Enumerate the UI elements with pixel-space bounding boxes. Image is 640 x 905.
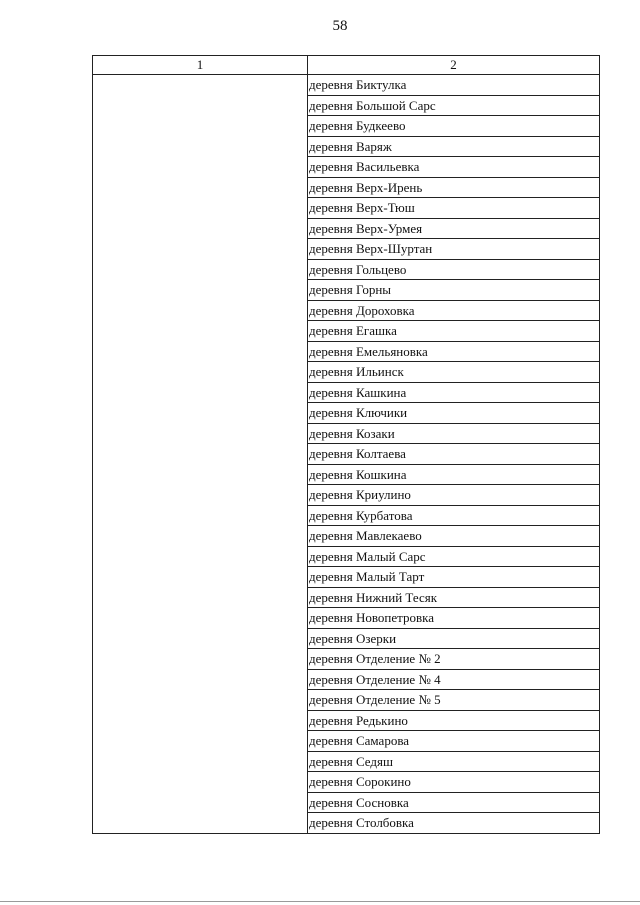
settlement-name-cell: деревня Нижний Тесяк [308,587,600,608]
settlement-name-cell: деревня Дороховка [308,300,600,321]
settlement-name-cell: деревня Отделение № 2 [308,649,600,670]
settlement-name-cell: деревня Верх-Урмея [308,218,600,239]
settlement-name-cell: деревня Отделение № 4 [308,669,600,690]
settlement-name-cell: деревня Козаки [308,423,600,444]
settlement-name-cell: деревня Васильевка [308,157,600,178]
settlement-name-cell: деревня Варяж [308,136,600,157]
settlement-name-cell: деревня Сорокино [308,772,600,793]
settlement-name-cell: деревня Столбовка [308,813,600,834]
settlement-name-cell: деревня Верх-Шуртан [308,239,600,260]
settlement-name-cell: деревня Большой Сарс [308,95,600,116]
table-row [93,75,600,96]
settlement-name-cell: деревня Малый Тарт [308,567,600,588]
column-header-1: 1 [93,56,308,75]
settlement-name-cell: деревня Отделение № 5 [308,690,600,711]
settlement-name-cell: деревня Будкеево [308,116,600,137]
settlement-name-cell: деревня Верх-Тюш [308,198,600,219]
settlements-table [92,55,600,834]
settlement-name-cell: деревня Емельяновка [308,341,600,362]
scan-edge-line [0,901,640,902]
settlement-name-cell: деревня Криулино [308,485,600,506]
settlement-name-cell: деревня Горны [308,280,600,301]
settlement-name-cell: деревня Кошкина [308,464,600,485]
settlement-name-cell: деревня Самарова [308,731,600,752]
settlement-name-cell: деревня Верх-Ирень [308,177,600,198]
settlement-name-cell: деревня Сосновка [308,792,600,813]
settlement-name-cell: деревня Ключики [308,403,600,424]
settlement-name-cell: деревня Озерки [308,628,600,649]
column-header-2: 2 [308,56,600,75]
column-1-cell [93,75,308,834]
settlement-name-cell: деревня Ильинск [308,362,600,383]
settlement-name-cell: деревня Биктулка [308,75,600,96]
table-header [93,56,600,75]
settlement-name-cell: деревня Новопетровка [308,608,600,629]
settlement-name-cell: деревня Гольцево [308,259,600,280]
settlement-name-cell: деревня Седяш [308,751,600,772]
settlement-name-cell: деревня Егашка [308,321,600,342]
settlement-name-cell: деревня Редькино [308,710,600,731]
settlement-name-cell: деревня Мавлекаево [308,526,600,547]
page-number: 58 [332,18,348,34]
table-body [93,75,600,834]
settlement-name-cell: деревня Колтаева [308,444,600,465]
header-row [93,56,600,75]
settlement-name-cell: деревня Кашкина [308,382,600,403]
settlement-name-cell: деревня Малый Сарс [308,546,600,567]
settlement-name-cell: деревня Курбатова [308,505,600,526]
